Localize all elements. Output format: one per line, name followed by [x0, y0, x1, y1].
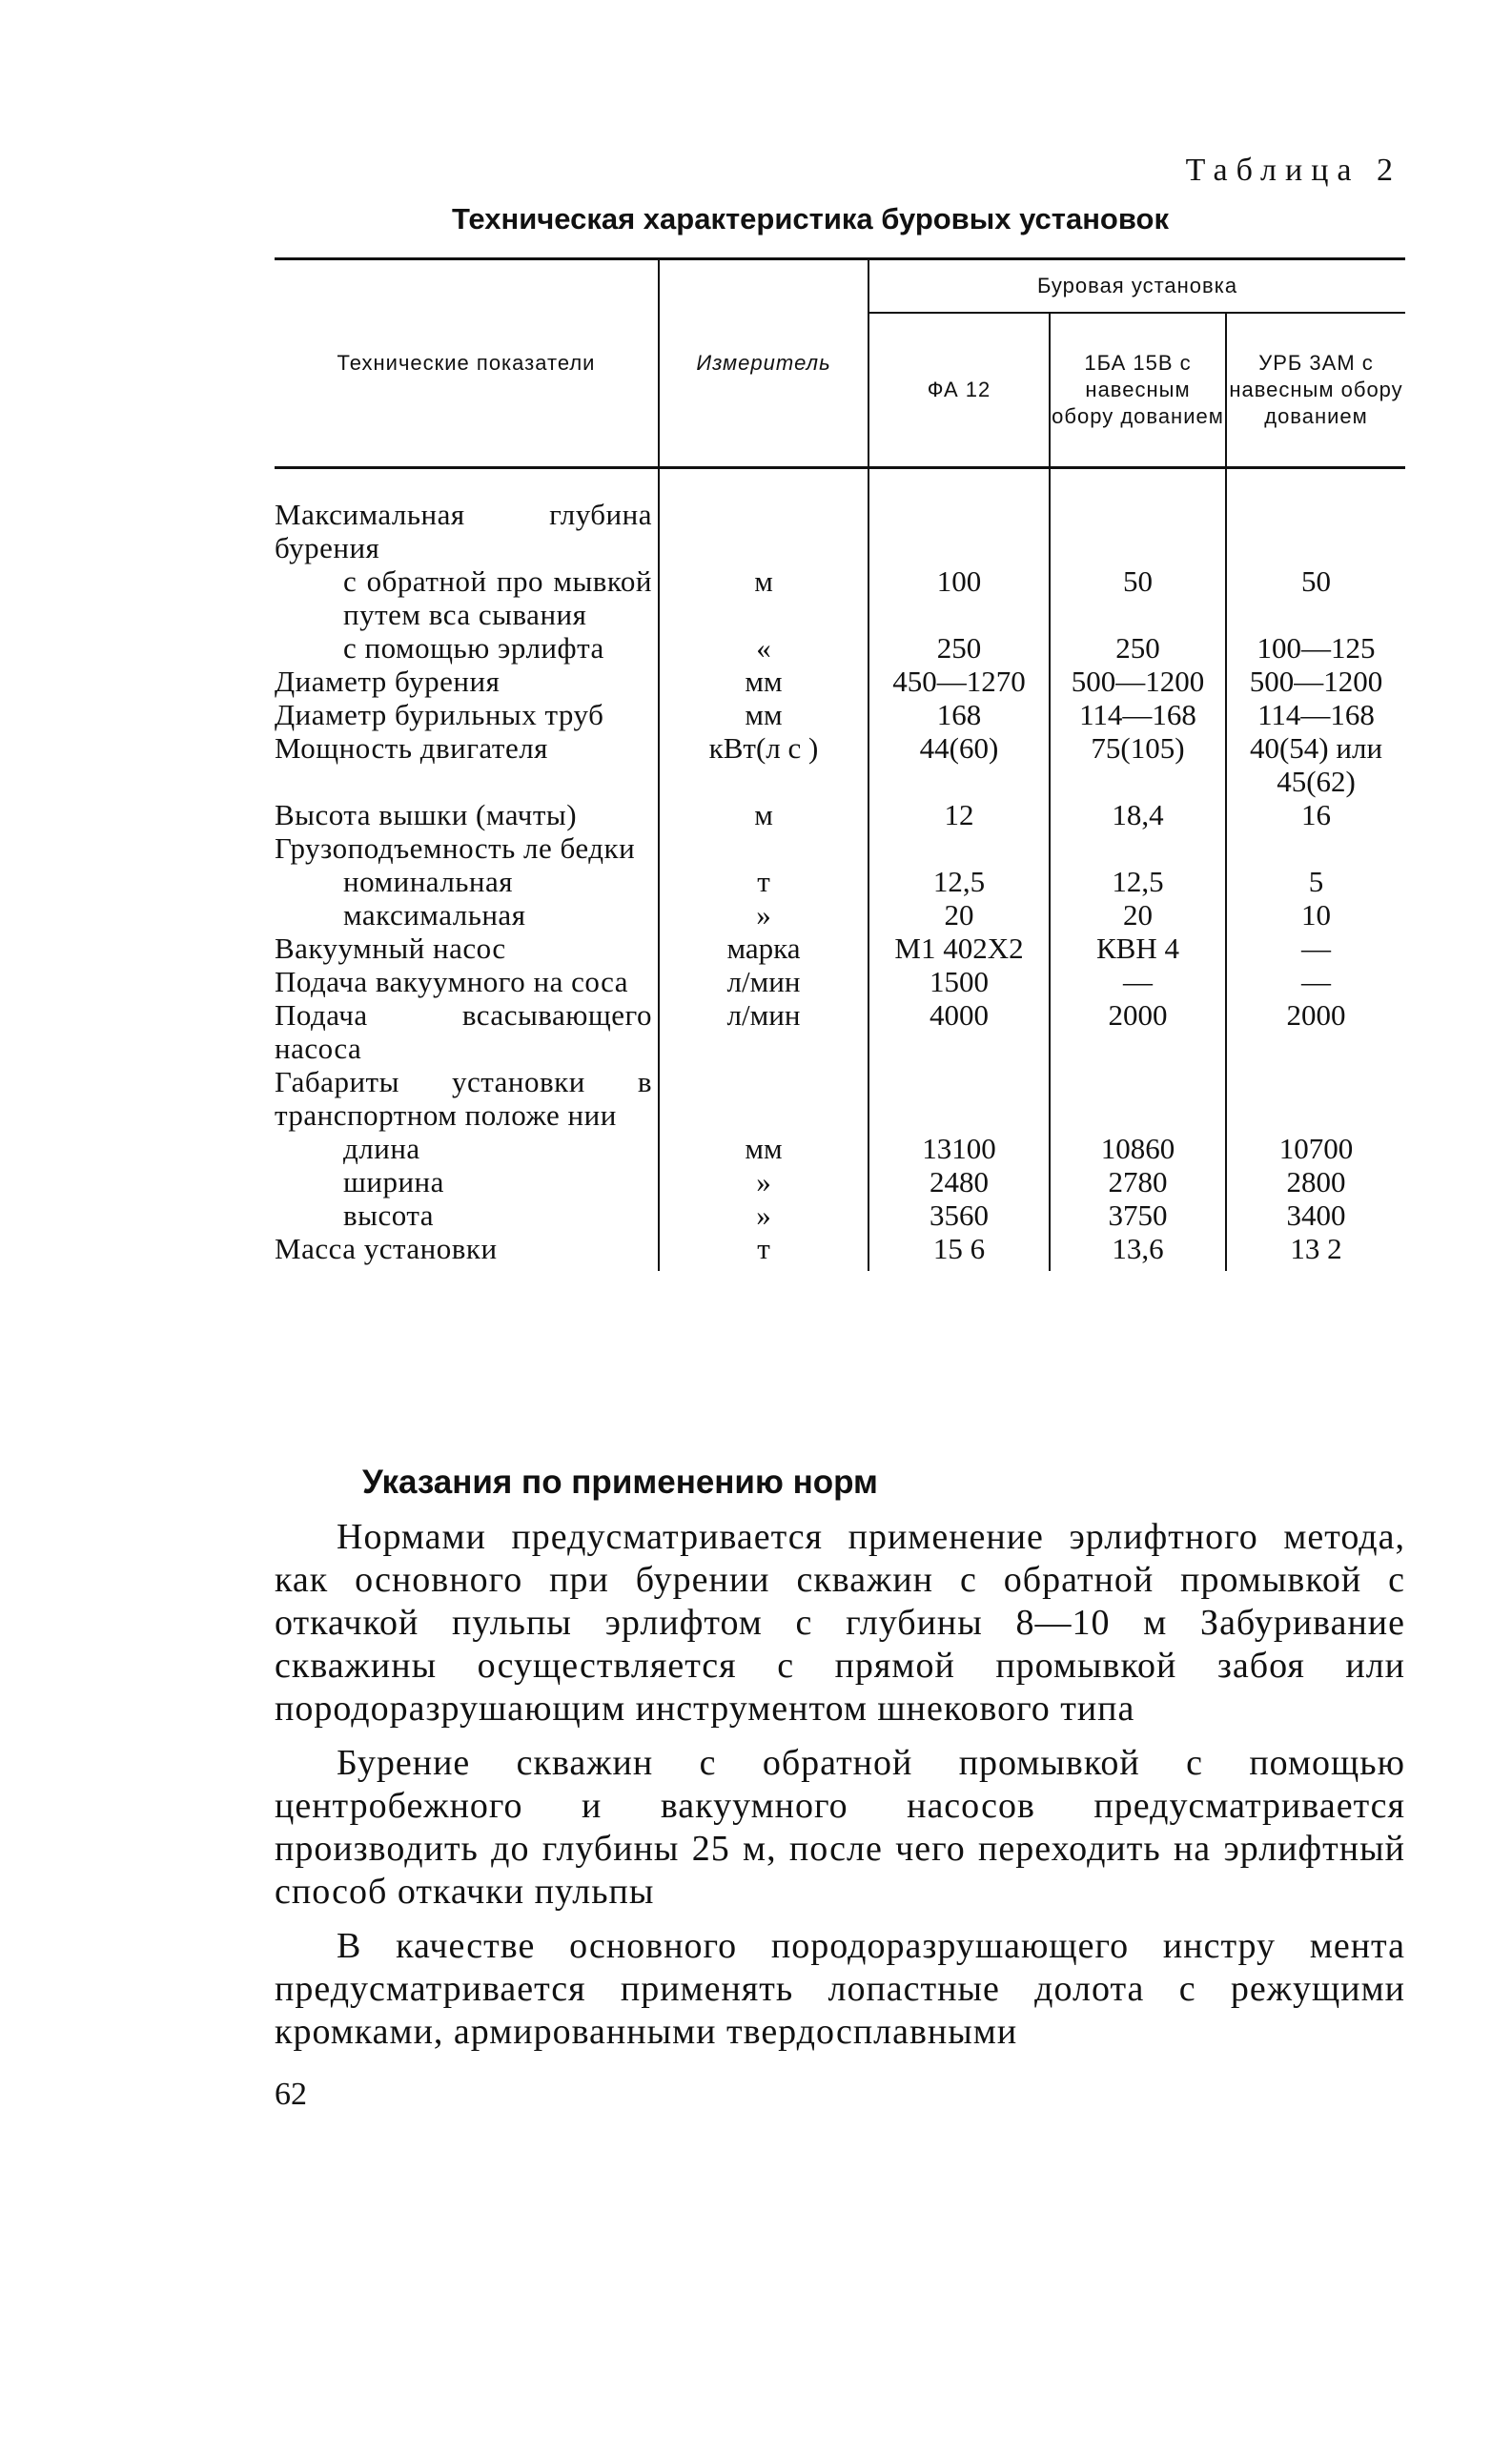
value-cell: 10700 — [1226, 1132, 1405, 1165]
unit-cell — [659, 1065, 868, 1132]
unit-cell: » — [659, 1198, 868, 1232]
value-cell: М1 402Х2 — [868, 932, 1050, 965]
value-cell: 2000 — [1050, 998, 1226, 1065]
value-cell: 13 2 — [1226, 1232, 1405, 1271]
value-cell: 250 — [1050, 631, 1226, 665]
unit-cell: » — [659, 898, 868, 932]
parameter-cell: Масса установки — [275, 1232, 498, 1265]
parameter-cell: максимальная — [343, 898, 526, 932]
paragraph: Бурение скважин с обратной промывкой с помощью центробежного и вакуумного насосов предусматривается производить до глубины 25 м, после чего переходить на эрлифтный способ откачки пульпы — [275, 1743, 1405, 1912]
parameter-cell: Подача всасывающего насоса — [275, 998, 652, 1065]
parameter-cell: ширина — [343, 1165, 444, 1198]
value-cell — [1050, 831, 1226, 865]
value-cell: 3400 — [1226, 1198, 1405, 1232]
value-cell: 20 — [1050, 898, 1226, 932]
unit-cell: кВт(л с ) — [659, 731, 868, 798]
value-cell — [1226, 1065, 1405, 1132]
value-cell: 40(54) или 45(62) — [1226, 731, 1405, 798]
unit-cell: мм — [659, 1132, 868, 1165]
value-cell: 500—1200 — [1050, 665, 1226, 698]
value-cell: 3750 — [1050, 1198, 1226, 1232]
paragraph: Нормами предусматривается применение эрлифтного метода, как основного при бурении скважин с обратной промывкой с откачкой пульпы эрлифтом с глубины 8—10 м Забуривание скважины осуществляется с прямой промывкой забоя или породоразрушающим инструментом шнекового типа — [275, 1517, 1405, 1729]
value-cell: 16 — [1226, 798, 1405, 831]
value-cell: 114—168 — [1050, 698, 1226, 731]
value-cell: 5 — [1226, 865, 1405, 898]
parameter-cell: Габариты установки в транспортном положе нии — [275, 1065, 652, 1132]
value-cell — [1226, 468, 1405, 565]
value-cell: 50 — [1226, 564, 1405, 631]
table-row — [275, 1198, 1405, 1232]
value-cell — [1050, 468, 1226, 565]
value-cell — [868, 1065, 1050, 1132]
value-cell: 44(60) — [868, 731, 1050, 798]
table-row — [275, 468, 1405, 565]
value-cell: 100 — [868, 564, 1050, 631]
value-cell — [1050, 1065, 1226, 1132]
value-cell: КВН 4 — [1050, 932, 1226, 965]
value-cell: 12 — [868, 798, 1050, 831]
column-header-machine: 1БА 15В с навесным обору дованием — [1050, 313, 1226, 468]
value-cell: 2780 — [1050, 1165, 1226, 1198]
value-cell: 50 — [1050, 564, 1226, 631]
table-row — [275, 731, 1405, 798]
paragraph: В качестве основного породоразрушающего инстру мента предусматривается применять лопастные долота с режущими кромками, армированными твердосплавными — [275, 1926, 1405, 2052]
unit-cell: т — [659, 1232, 868, 1271]
value-cell: — — [1226, 932, 1405, 965]
table-row — [275, 865, 1405, 898]
value-cell: 2800 — [1226, 1165, 1405, 1198]
body-text — [275, 1516, 1405, 2054]
parameter-cell: с помощью эрлифта — [343, 631, 604, 665]
table-row — [275, 898, 1405, 932]
parameter-cell: Диаметр бурения — [275, 665, 501, 698]
table-row — [275, 1165, 1405, 1198]
unit-cell: » — [659, 1165, 868, 1198]
table-row — [275, 665, 1405, 698]
table-row — [275, 564, 1405, 631]
value-cell: 100—125 — [1226, 631, 1405, 665]
value-cell: — — [1050, 965, 1226, 998]
parameter-cell: Вакуумный насос — [275, 932, 506, 965]
table-row — [275, 831, 1405, 865]
parameter-cell: Грузоподъемность ле бедки — [275, 831, 636, 865]
value-cell: 10 — [1226, 898, 1405, 932]
unit-cell: марка — [659, 932, 868, 965]
column-header-group: Буровая установка — [868, 259, 1405, 314]
value-cell: 12,5 — [1050, 865, 1226, 898]
value-cell: 2480 — [868, 1165, 1050, 1198]
value-cell — [868, 468, 1050, 565]
column-header-machine: ФА 12 — [868, 313, 1050, 468]
value-cell: 4000 — [868, 998, 1050, 1065]
unit-cell: м — [659, 564, 868, 631]
parameter-cell: Диаметр бурильных труб — [275, 698, 604, 731]
table-row — [275, 1132, 1405, 1165]
parameter-cell: с обратной про мывкой путем вса сывания — [343, 564, 652, 631]
unit-cell: л/мин — [659, 965, 868, 998]
table-row — [275, 798, 1405, 831]
unit-cell: мм — [659, 665, 868, 698]
value-cell — [868, 831, 1050, 865]
value-cell: 75(105) — [1050, 731, 1226, 798]
unit-cell — [659, 831, 868, 865]
value-cell: 13100 — [868, 1132, 1050, 1165]
table-row — [275, 631, 1405, 665]
unit-cell: л/мин — [659, 998, 868, 1065]
value-cell: 18,4 — [1050, 798, 1226, 831]
unit-cell: м — [659, 798, 868, 831]
value-cell: 10860 — [1050, 1132, 1226, 1165]
value-cell: — — [1226, 965, 1405, 998]
parameter-cell: Мощность двигателя — [275, 731, 548, 765]
table-label: Таблица 2 — [1185, 153, 1401, 188]
table-row — [275, 1232, 1405, 1271]
value-cell: 500—1200 — [1226, 665, 1405, 698]
value-cell: 450—1270 — [868, 665, 1050, 698]
value-cell: 20 — [868, 898, 1050, 932]
parameter-cell: Максимальная глубина бурения — [275, 498, 652, 564]
value-cell: 1500 — [868, 965, 1050, 998]
parameter-cell: номинальная — [343, 865, 514, 898]
parameter-cell: длина — [343, 1132, 420, 1165]
value-cell — [1226, 831, 1405, 865]
table-row — [275, 932, 1405, 965]
value-cell: 13,6 — [1050, 1232, 1226, 1271]
value-cell: 2000 — [1226, 998, 1405, 1065]
page-number: 62 — [275, 2077, 307, 2112]
specifications-table — [275, 257, 1405, 1271]
value-cell: 250 — [868, 631, 1050, 665]
parameter-cell: Высота вышки (мачты) — [275, 798, 578, 831]
section-heading: Указания по применению норм — [362, 1464, 878, 1501]
table-title: Техническая характеристика буровых установок — [452, 202, 1169, 236]
unit-cell: « — [659, 631, 868, 665]
value-cell: 12,5 — [868, 865, 1050, 898]
unit-cell: т — [659, 865, 868, 898]
parameter-cell: Подача вакуумного на соса — [275, 965, 629, 998]
parameter-cell: высота — [343, 1198, 435, 1232]
value-cell: 3560 — [868, 1198, 1050, 1232]
unit-cell — [659, 468, 868, 565]
column-header-unit: Измеритель — [659, 259, 868, 468]
column-header-machine: УРБ 3АМ с навесным обору дованием — [1226, 313, 1405, 468]
table-row — [275, 998, 1405, 1065]
value-cell: 114—168 — [1226, 698, 1405, 731]
unit-cell: мм — [659, 698, 868, 731]
value-cell: 15 6 — [868, 1232, 1050, 1271]
table-row — [275, 1065, 1405, 1132]
table-row — [275, 965, 1405, 998]
table-row — [275, 698, 1405, 731]
value-cell: 168 — [868, 698, 1050, 731]
column-header-parameters: Технические показатели — [275, 259, 659, 468]
